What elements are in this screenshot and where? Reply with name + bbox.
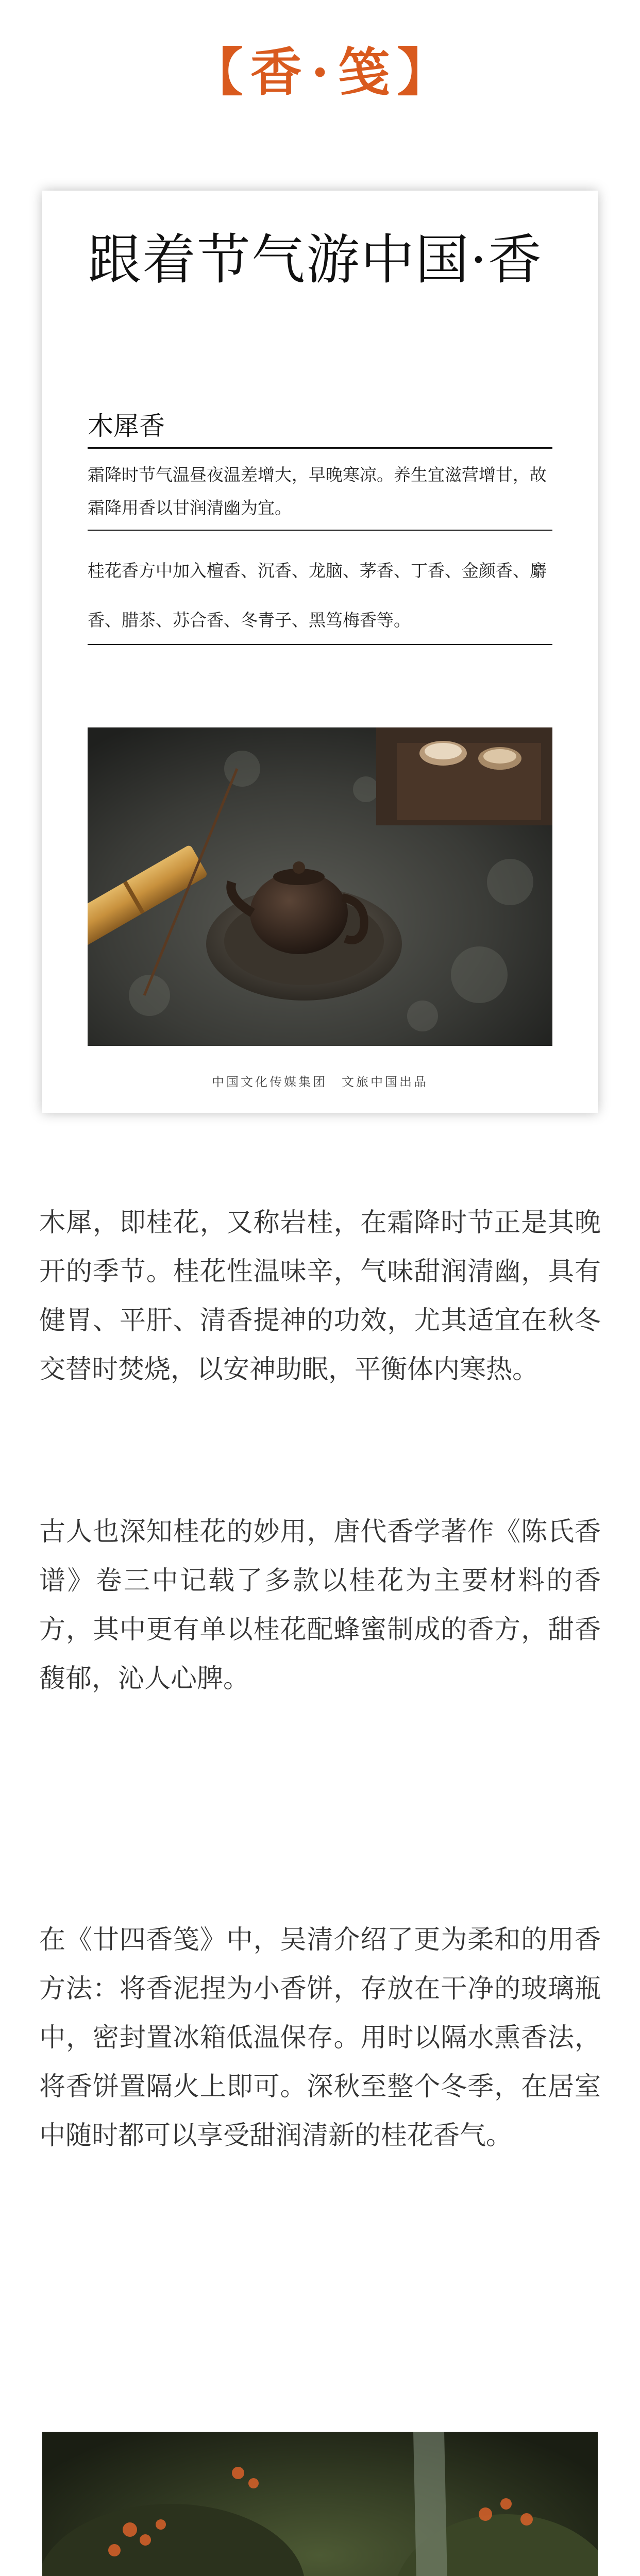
header-word-incense: 香 <box>250 42 302 103</box>
header-separator: · <box>311 42 329 103</box>
page-header <box>0 36 640 108</box>
card-subtitle: 木犀香 <box>88 411 165 441</box>
left-bracket: 【 <box>191 42 243 103</box>
right-bracket: 】 <box>397 42 449 103</box>
osmanthus-photo-collage <box>42 2432 598 2576</box>
poster-card <box>42 191 598 1113</box>
card-description: 霜降时节气温昼夜温差增大，早晚寒凉。养生宜滋营增甘，故霜降用香以甘润清幽为宜。 <box>88 465 547 518</box>
divider <box>88 530 552 531</box>
card-title: 跟着节气游中国·香 <box>88 228 543 291</box>
header-word-note: 笺 <box>338 42 390 103</box>
card-footer: 中国文化传媒集团 文旅中国出品 <box>212 1075 428 1089</box>
divider <box>88 644 552 645</box>
body-paragraph: 木犀，即桂花，又称岩桂，在霜降时节正是其晚开的季节。桂花性温味辛，气味甜润清幽，具有健胃、平肝、清香提神的功效，尤其适宜在秋冬交替时焚烧，以安神助眠，平衡体内寒热。 <box>39 1208 601 1385</box>
teapot-photo <box>88 727 552 1046</box>
card-recipe: 桂花香方中加入檀香、沉香、龙脑、茅香、丁香、金颜香、麝香、腊茶、苏合香、冬青子、黑笃梅香等。 <box>88 561 547 630</box>
body-paragraph: 在《廿四香笺》中，吴清介绍了更为柔和的用香方法：将香泥捏为小香饼，存放在干净的玻璃瓶中，密封置冰箱低温保存。用时以隔水熏香法，将香饼置隔火上即可。深秋至整个冬季，在居室中随时都可以享受甜润清新的桂花香气。 <box>39 1925 601 2151</box>
body-paragraph: 古人也深知桂花的妙用，唐代香学著作《陈氏香谱》卷三中记载了多款以桂花为主要材料的香方，其中更有单以桂花配蜂蜜制成的香方，甜香馥郁，沁人心脾。 <box>39 1517 601 1694</box>
divider <box>88 447 552 449</box>
